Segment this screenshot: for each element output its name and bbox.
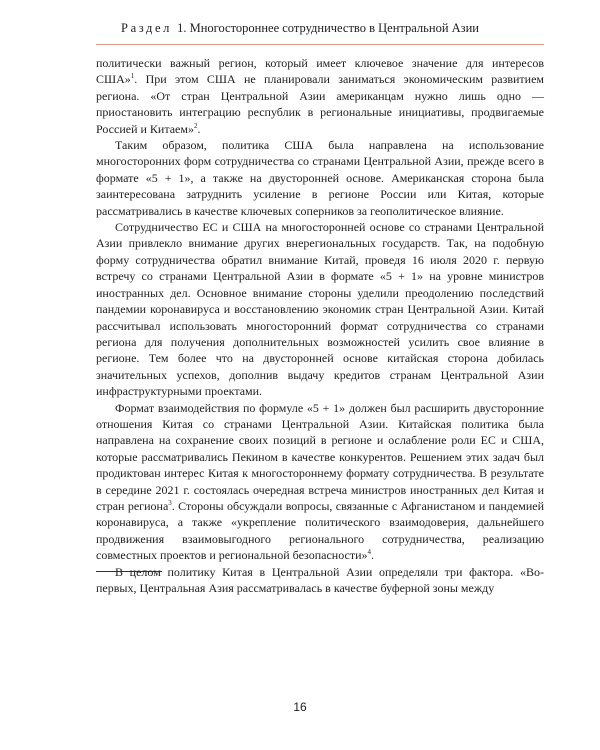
section-label: Раздел (121, 21, 172, 35)
paragraph-4: Формат взаимодействия по формуле «5 + 1» должен был расширить двусторонние отношения Китая со странами Центральной Азии. Китайская политика была направлена на сохранение своих позиций в регионе и ослабление роли ЕС и США, которые рассматривались Пекином в качестве конкурентов. Решением этих задач был продиктован интерес Китая к многостороннему формату сотрудничества. В результате в середине 2021 г. состоялась очередная встреча министров иностранных дел Китая и стран региона$^3$. Стороны обсуждали вопросы, связанные с Афганистаном и пандемией коронавируса, а также «укрепление политического взаимодоверия, дальнейшего продвижения взаимовыгодного регионального сотрудничества, реализацию совместных проектов и региональной безопасности»$^4$. (96, 400, 544, 563)
paragraph-5: В целом политику Китая в Центральной Азии определяли три фактора. «Во-первых, Центральная Азия рассматривалась в качестве буферной зоны между (96, 564, 544, 595)
header-rule (96, 44, 544, 45)
paragraph-1: политически важный регион, который имеет ключевое значение для интересов США»$^1$. При этом США не планировали заниматься экономическим развитием региона. «От стран Центральной Азии американцам нужно лишь одно — приостановить интеграцию республик в региональные инициативы, продвигаемые Россией и Китаем»$^2$. (96, 56, 544, 136)
footnote-ref-2[interactable]: 2 (193, 121, 198, 130)
paragraph-3: Сотрудничество ЕС и США на многосторонней основе со странами Центральной Азии привлекло внимание других внерегиональных государств. Так, на подобную форму сотрудничества обратил внимание Китай, проведя 16 июля 2020 г. первую встречу со странами Центральной Азии в формате «5 + 1» на уровне министров иностранных дел. Основное внимание стороны уделили преодолению последствий пандемии коронавируса и восстановлению экономик стран Центральной Азии. Китай рассчитывал использовать многосторонний формат сотрудничества со странами региона для получения дополнительных возможностей усилить свое влияние в регионе. Тем более что на двусторонней основе китайская сторона добилась значительных успехов, дополнив выдачу кредитов странам Центральной Азии инфраструктурными проектами. (96, 220, 544, 399)
page-body (96, 55, 544, 596)
footnote-ref-3[interactable]: 3 (168, 498, 172, 507)
section-title: 1. Многостороннее сотрудничество в Центральной Азии (177, 21, 479, 35)
footnote-ref-1[interactable]: 1 (130, 72, 135, 81)
page-number: 16 (293, 700, 307, 714)
running-header (0, 20, 600, 36)
footnote-ref-4[interactable]: 4 (367, 548, 372, 557)
footnote-separator (96, 571, 162, 572)
paragraph-2: Таким образом, политика США была направлена на использование многосторонних форм сотрудничества со странами Центральной Азии, прежде всего в формате «5 + 1», а также на двусторонней основе. Американская сторона была заинтересована затруднить усиление в регионе России или Китая, которые рассматривались в качестве ключевых соперников за геополитическое влияние. (96, 138, 544, 218)
